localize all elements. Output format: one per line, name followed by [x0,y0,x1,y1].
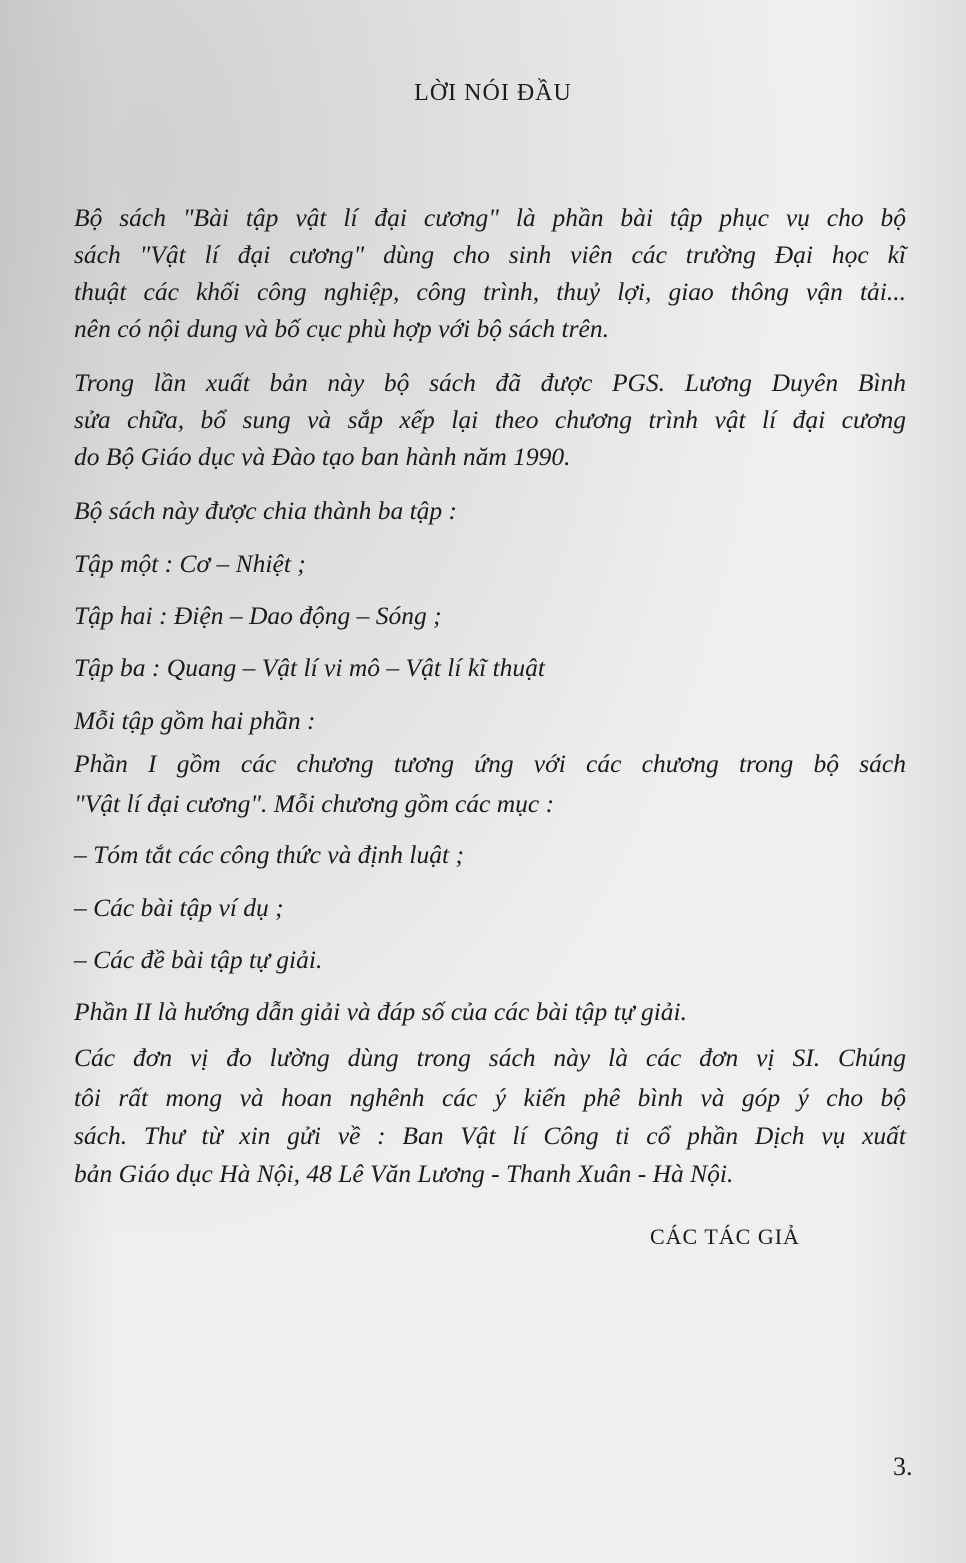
p2-line-3: do Bộ Giáo dục và Đào tạo ban hành năm 1990. [74,442,571,471]
volume-2: Tập hai : Điện – Dao động – Sóng ; [74,601,442,630]
page-number: 3. [893,1452,913,1481]
p7-line-4: bản Giáo dục Hà Nội, 48 Lê Văn Lương - Thanh Xuân - Hà Nội. [74,1159,734,1188]
p2-line-1: Trong lần xuất bản này bộ sách đã được PGS. Lương Duyên Bình [74,368,906,397]
p7-line-3: sách. Thư từ xin gửi về : Ban Vật lí Công ti cổ phần Dịch vụ xuất [74,1121,906,1150]
p1-line-2: sách "Vật lí đại cương" dùng cho sinh viên các trường Đại học kĩ [74,240,906,269]
volume-1: Tập một : Cơ – Nhiệt ; [74,549,306,578]
volume-3: Tập ba : Quang – Vật lí vi mô – Vật lí kĩ thuật [74,653,546,682]
p5-line-1: Phần I gồm các chương tương ứng với các chương trong bộ sách [74,749,906,778]
p3-line: Bộ sách này được chia thành ba tập : [74,496,458,525]
p1-line-4: nên có nội dung và bố cục phù hợp với bộ sách trên. [74,314,609,343]
item-1: – Tóm tắt các công thức và định luật ; [74,840,464,869]
p7-line-2: tôi rất mong và hoan nghênh các ý kiến phê bình và góp ý cho bộ [74,1083,906,1112]
page-title: LỜI NÓI ĐẦU [414,80,572,106]
p4-line: Mỗi tập gồm hai phần : [74,706,316,735]
p6-line: Phần II là hướng dẫn giải và đáp số của các bài tập tự giải. [74,997,687,1026]
p5-line-2: "Vật lí đại cương". Mỗi chương gồm các mục : [74,789,555,818]
signature: CÁC TÁC GIẢ [650,1224,800,1249]
p7-line-1: Các đơn vị đo lường dùng trong sách này là các đơn vị SI. Chúng [74,1043,906,1072]
p1-line-1: Bộ sách "Bài tập vật lí đại cương" là phần bài tập phục vụ cho bộ [74,203,906,232]
p1-line-3: thuật các khối công nghiệp, công trình, thuỷ lợi, giao thông vận tải... [74,277,906,306]
item-2: – Các bài tập ví dụ ; [74,893,284,922]
p2-line-2: sửa chữa, bổ sung và sắp xếp lại theo chương trình vật lí đại cương [74,405,906,434]
item-3: – Các đề bài tập tự giải. [74,945,323,974]
